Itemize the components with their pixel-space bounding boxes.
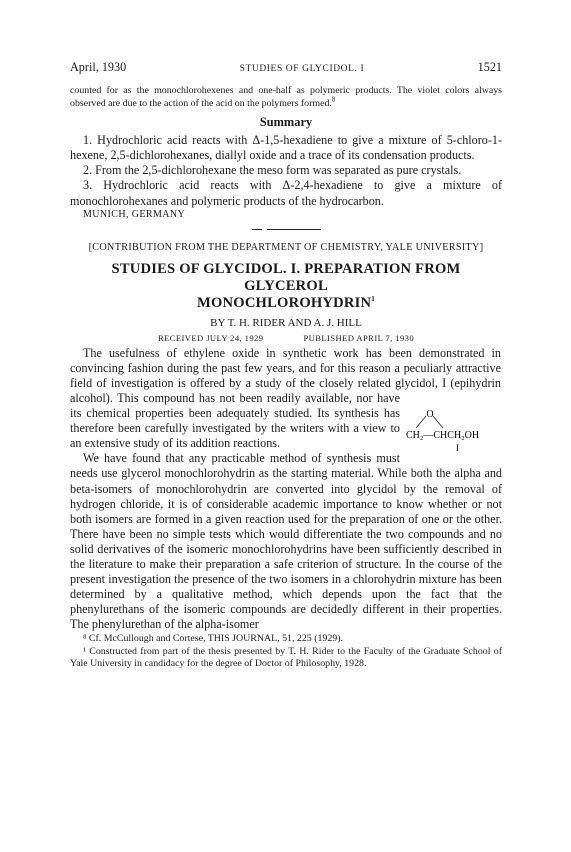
running-header [70, 60, 502, 75]
footnote: ¹ Constructed from part of the thesis presented by T. H. Rider to the Faculty of the Graduate School of Yale University in candidacy for the degree of Doctor of Philosophy, 1928. [70, 645, 502, 669]
title-footnote-ref: 1 [371, 294, 375, 303]
summary-item: 3. Hydrochloric acid reacts with Δ-2,4-hexadiene to give a mixture of monochlorohexanes and polymeric products of the hydrocarbon. [70, 178, 502, 208]
dates-line [70, 333, 502, 343]
byline: BY T. H. RIDER AND A. J. HILL [210, 316, 362, 329]
published-date: PUBLISHED APRIL 7, 1930 [303, 332, 415, 343]
article-title: STUDIES OF GLYCIDOL. I. PREPARATION FROM GLYCEROL MONOCHLOROHYDRIN$^1$ [111, 260, 461, 311]
author-location: MUNICH, GERMANY [83, 208, 186, 220]
footnotes [70, 633, 502, 670]
formula-chain: CH₂—CHCH₂OH [406, 429, 480, 441]
paragraph-2: We have found that any practicable method of synthesis must needs use glycerol monochlorohydrin as the starting material. While both the alpha and beta-isomers of monochlorohydrin are converted into glycidol by the removal of hydrogen chloride, it is of considerable academic importance to know whether or not both isomers are formed in a given reaction used for the preparation of one or the other. There have been no simple tests which would differentiate the two compounds and no solid derivatives of the isomeric monochlorohydrins have been sufficiently described in the literature to make their preparation a safe criterion of structure. In the course of the present investigation the presence of the two isomers in a chlorohydrin mixture has been determined by a qualitative method, which depends upon the fact that the phenylurethans of the isomeric compounds are decidedly different in their properties. The phenylurethan of the alpha-isomer [70, 451, 502, 632]
formula-label: I [456, 442, 459, 453]
paragraph-1: The usefulness of ethylene oxide in synthetic work has been demonstrated in convincing fashion during the past few years, and for this reason a peculiarly attractive field of investigation is offered by a study of the closely related glycidol, I (epihydrin alcohol). This compound has not been readily available, nor have its chemical properties been adequately studied. Its synthesis has therefore been carefully investigated by the writers with a view to an extensive study of its addition reactions. [70, 346, 502, 452]
footnote: ⁸ Cf. McCullough and Cortese, THIS JOURNAL, 51, 225 (1929). [83, 633, 343, 645]
contribution-line: [CONTRIBUTION FROM THE DEPARTMENT OF CHEMISTRY, YALE UNIVERSITY] [88, 241, 484, 253]
received-date: RECEIVED JULY 24, 1929 [157, 332, 264, 343]
summary-heading: Summary [259, 115, 313, 130]
footnote-ref: 8 [331, 95, 336, 104]
section-divider [70, 229, 502, 230]
journal-page [70, 60, 502, 670]
continued-text: counted for as the monochlorohexenes and one-half as polymeric products. The violet colors always observed are due to the action of the acid on the polymers formed.$^8$ [70, 85, 502, 109]
summary-list [70, 133, 502, 208]
oxygen-label: O [426, 408, 434, 420]
header-page-number: 1521 [477, 60, 502, 74]
divider-dash [252, 229, 262, 230]
summary-item: 2. From the 2,5-dichlorohexane the meso form was separated as pure crystals. [83, 163, 462, 178]
header-date: April, 1930 [70, 60, 127, 74]
formula-spacer [400, 406, 502, 454]
header-running-title: STUDIES OF GLYCIDOL. I [239, 64, 365, 74]
article-body [70, 346, 502, 633]
divider-line [267, 229, 321, 230]
summary-item: 1. Hydrochloric acid reacts with Δ-1,5-hexadiene to give a mixture of 5-chloro-1-hexene, 2,5-dichlorohexanes, diallyl oxide and a trace of its condensation products. [70, 133, 502, 163]
